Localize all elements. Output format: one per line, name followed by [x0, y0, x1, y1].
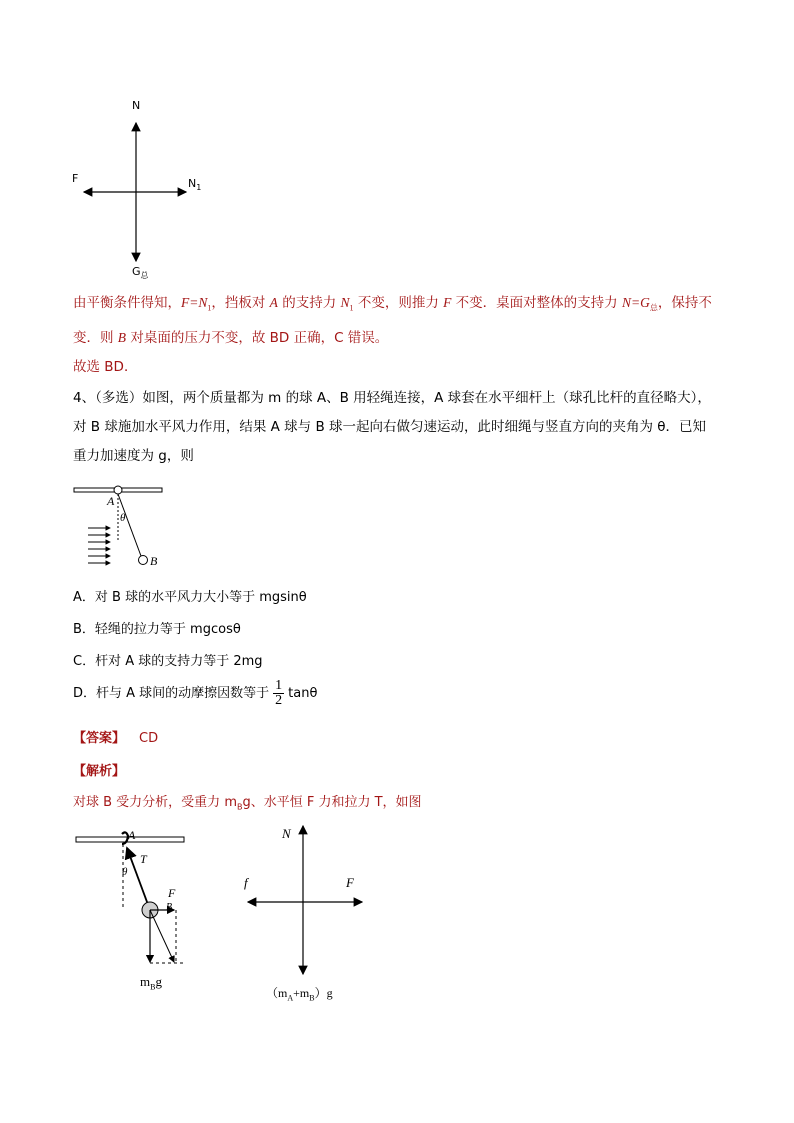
label-friction: f [244, 875, 248, 890]
question-line-1: 4、（多选）如图，两个质量都为 m 的球 A、B 用轻绳连接，A 球套在水平细杆上（球孔比杆的直径略大）， [73, 390, 711, 406]
conclusion-block [73, 288, 743, 382]
label-n1: $N_1$ [188, 177, 202, 193]
fraction-one-half: $\frac{1}{2}$ [275, 678, 283, 708]
system-force-figure [240, 822, 380, 1002]
answer-label: 【答案】 [73, 731, 126, 746]
option-c: C．杆对 A 球的支持力等于 2mg [73, 654, 263, 669]
answer-value: CD [139, 731, 159, 746]
rope [118, 494, 141, 556]
option-a: A．对 B 球的水平风力大小等于 mgsinθ [73, 590, 307, 605]
ball-a [114, 486, 122, 494]
question-line-3: 重力加速度为 g，则 [73, 448, 194, 464]
question-line-2: 对 B 球施加水平风力作用，结果 A 球与 B 球一起向右做匀速运动，此时细绳与竖直方向的夹角为 θ．已知 [73, 419, 707, 435]
system-force-svg [240, 822, 380, 1002]
label-a: A [107, 494, 115, 508]
option-d: D．杆与 A 球间的动摩擦因数等于 $\frac{1}{2}$ tanθ [73, 678, 318, 708]
conclusion-answer: 故选 BD． [73, 358, 138, 375]
label-theta: θ [122, 866, 128, 878]
fbd-diagram-1 [60, 95, 220, 280]
label-n: N [282, 826, 291, 841]
analysis-text: 对球 B 受力分析，受重力 $m_Bg$、水平恒 F 力和拉力 T，如图 [73, 795, 422, 812]
answer-row [73, 727, 158, 746]
label-f: F [346, 875, 354, 890]
caption-total-weight: $(m_A+m_B)g$ [266, 986, 333, 1003]
label-b: B [166, 902, 173, 913]
conclusion-line-1: 由平衡条件得知，$F=N_1$，挡板对 A 的支持力 $N_1$ 不变，则推力 F 不变．桌面对整体的支持力 $N=G_总$，保持不 [73, 295, 712, 313]
question-4 [73, 384, 753, 471]
label-b: B [150, 554, 158, 568]
analysis-label: 【解析】 [73, 764, 126, 779]
option-b: B．轻绳的拉力等于 mgcosθ [73, 622, 241, 637]
question-figure [70, 482, 180, 574]
label-t: T [140, 852, 147, 866]
question-figure-svg [70, 482, 180, 574]
caption-mbg: $m_Bg$ [140, 974, 162, 992]
ball-b-force-svg [70, 820, 200, 995]
label-f: F [168, 886, 176, 900]
label-n: N [132, 99, 141, 112]
conclusion-line-2: 变．则 B 对桌面的压力不变，故 BD 正确，C 错误。 [73, 329, 389, 346]
ball-b-force-figure [70, 820, 200, 995]
label-theta: θ [120, 512, 126, 524]
label-a: A [128, 828, 136, 842]
label-g-total: $G_总$ [132, 265, 149, 281]
ball-b [139, 556, 148, 565]
resultant-arrow [150, 910, 174, 962]
label-f: F [72, 172, 79, 185]
